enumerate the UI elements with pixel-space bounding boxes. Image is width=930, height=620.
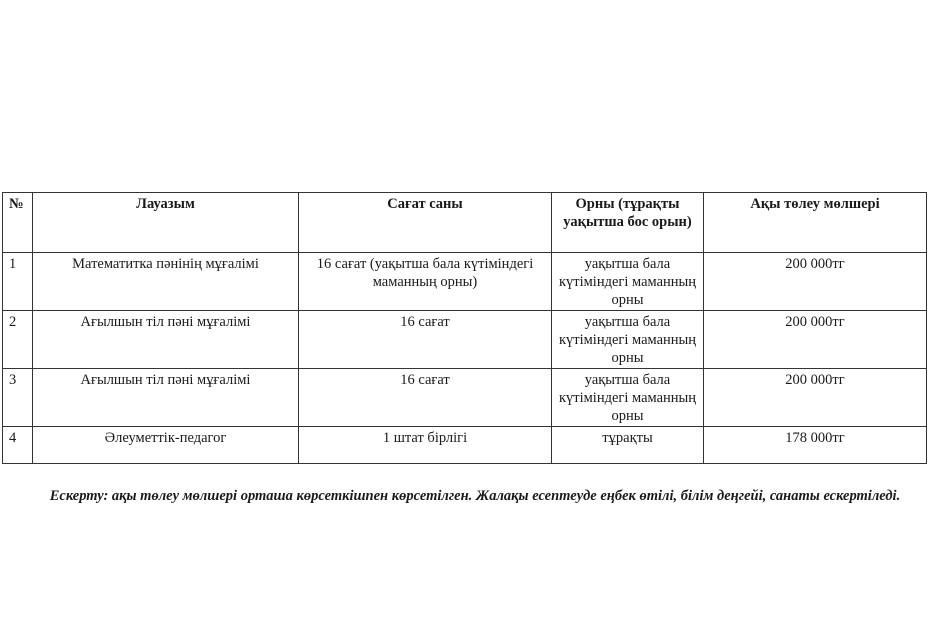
table-row (3, 253, 927, 311)
row-salary: 178 000тг (704, 427, 927, 464)
table-header-row (3, 193, 927, 253)
row-num: 2 (3, 311, 33, 369)
row-place: уақытша бала күтіміндегі маманның орны (552, 369, 704, 427)
table-row (3, 311, 927, 369)
row-place: уақытша бала күтіміндегі маманның орны (552, 311, 704, 369)
row-num: 1 (3, 253, 33, 311)
header-hours: Сағат саны (299, 193, 552, 253)
row-salary: 200 000тг (704, 369, 927, 427)
table-row (3, 369, 927, 427)
row-num: 4 (3, 427, 33, 464)
header-salary: Ақы төлеу мөлшері (704, 193, 927, 253)
header-place: Орны (тұрақты уақытша бос орын) (552, 193, 704, 253)
row-hours: 1 штат бірлігі (299, 427, 552, 464)
vacancy-table (2, 192, 927, 464)
row-place: тұрақты (552, 427, 704, 464)
row-salary: 200 000тг (704, 253, 927, 311)
table-row (3, 427, 927, 464)
row-position: Математитка пәнінің мұғалімі (33, 253, 299, 311)
salary-note: Ескерту: ақы төлеу мөлшері орташа көрсеткішпен көрсетілген. Жалақы есептеуде еңбек өтілі, білім деңгейі, санаты ескертіледі. (49, 488, 901, 504)
row-hours: 16 сағат (299, 311, 552, 369)
row-position: Әлеуметтік-педагог (33, 427, 299, 464)
row-hours: 16 сағат (уақытша бала күтіміндегі маманның орны) (299, 253, 552, 311)
header-num: № (3, 193, 33, 253)
row-position: Ағылшын тіл пәні мұғалімі (33, 369, 299, 427)
row-salary: 200 000тг (704, 311, 927, 369)
header-position: Лауазым (33, 193, 299, 253)
row-num: 3 (3, 369, 33, 427)
row-place: уақытша бала күтіміндегі маманның орны (552, 253, 704, 311)
row-position: Ағылшын тіл пәні мұғалімі (33, 311, 299, 369)
row-hours: 16 сағат (299, 369, 552, 427)
